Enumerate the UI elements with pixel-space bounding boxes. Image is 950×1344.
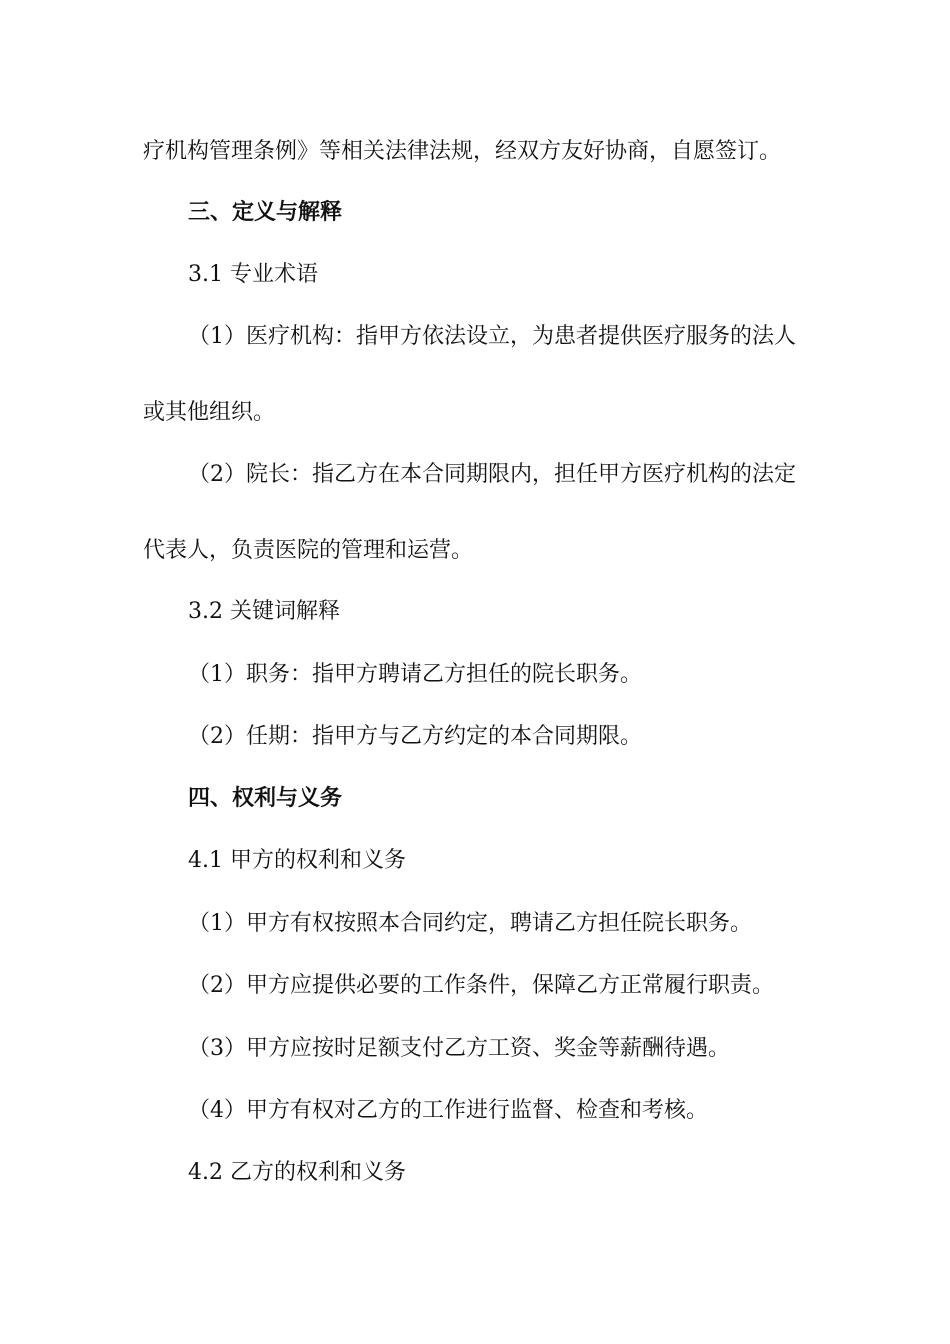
- list-item: （1）医疗机构：指甲方依法设立，为患者提供医疗服务的法人: [188, 324, 796, 349]
- section-heading: 四、权利与义务: [188, 786, 343, 811]
- list-item: （1）职务：指甲方聘请乙方担任的院长职务。: [188, 662, 642, 687]
- subsection-heading: 4.2 乙方的权利和义务: [188, 1160, 406, 1185]
- list-item: （2）院长：指乙方在本合同期限内，担任甲方医疗机构的法定: [188, 462, 796, 487]
- subsection-heading: 3.2 关键词解释: [188, 599, 340, 624]
- list-item: （1）甲方有权按照本合同约定，聘请乙方担任院长职务。: [188, 911, 752, 936]
- list-item: （2）甲方应提供必要的工作条件，保障乙方正常履行职责。: [188, 973, 774, 998]
- list-item: （4）甲方有权对乙方的工作进行监督、检查和考核。: [188, 1098, 708, 1123]
- paragraph-line: 代表人，负责医院的管理和运营。: [143, 538, 474, 563]
- paragraph-line: 或其他组织。: [143, 400, 276, 425]
- paragraph-line: 疗机构管理条例》等相关法律法规，经双方友好协商，自愿签订。: [143, 139, 782, 164]
- section-heading: 三、定义与解释: [188, 200, 343, 225]
- subsection-heading: 3.1 专业术语: [188, 262, 318, 287]
- list-item: （3）甲方应按时足额支付乙方工资、奖金等薪酬待遇。: [188, 1036, 730, 1061]
- subsection-heading: 4.1 甲方的权利和义务: [188, 848, 406, 873]
- list-item: （2）任期：指甲方与乙方约定的本合同期限。: [188, 724, 642, 749]
